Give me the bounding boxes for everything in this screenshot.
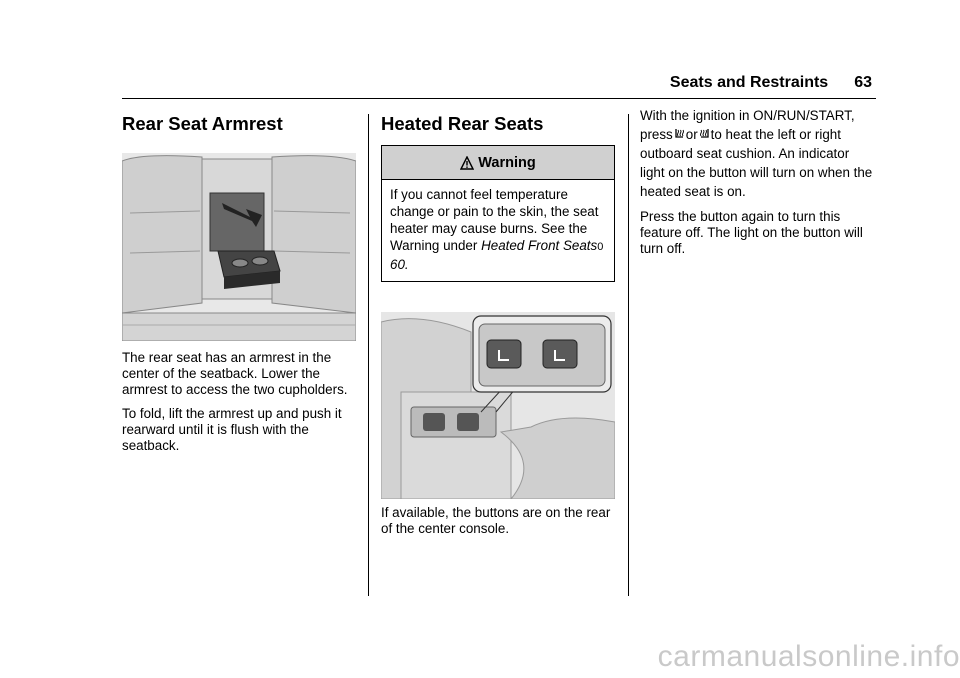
instruction-text-after: to heat the left or right outboard seat cushion. An indicator light on the button will turn on when the heated seat is on.: [640, 127, 873, 199]
section-heading-armrest: Rear Seat Armrest: [122, 113, 283, 134]
warning-box: [381, 145, 615, 282]
page-number: 63: [854, 74, 872, 91]
armrest-illustration: [122, 153, 356, 341]
page-header: [670, 74, 872, 92]
left-heated-seat-icon: [674, 128, 685, 141]
warning-triangle-icon: [460, 156, 474, 170]
armrest-paragraph-2: To fold, lift the armrest up and push it rearward until it is flush with the seatback.: [122, 406, 342, 453]
column-rear-armrest: [122, 108, 356, 462]
instruction-text-before: With the ignition in ON/RUN/START, press: [640, 108, 855, 142]
warning-text: [390, 186, 606, 273]
warning-label: Warning: [478, 154, 536, 171]
instruction-paragraph-1: [640, 106, 876, 201]
armrest-paragraph-1: The rear seat has an armrest in the center of the seatback. Lower the armrest to access the two cupholders.: [122, 350, 348, 397]
console-caption: If available, the buttons are on the rear of the center console.: [381, 505, 611, 536]
instruction-paragraph-2: Press the button again to turn this feature off. The light on the button will turn off.: [640, 209, 863, 256]
section-title: Seats and Restraints: [669, 74, 829, 91]
column-divider-2: [628, 114, 629, 596]
warning-text-main: If you cannot feel temperature change or pain to the skin, the seat heater may cause burns. See the Warning under: [390, 187, 599, 253]
warning-ref-page: 60: [390, 257, 405, 272]
warning-body: [382, 180, 614, 281]
warning-ref-period: .: [404, 257, 409, 272]
watermark: carmanualsonline.info: [657, 640, 960, 673]
warning-header: [382, 146, 614, 180]
right-heated-seat-icon: [699, 128, 710, 141]
column-heated-rear: [381, 108, 615, 545]
warning-ref-link[interactable]: Heated Front Seats: [481, 238, 598, 253]
instruction-text-or: or: [685, 127, 698, 142]
console-buttons-illustration: [381, 312, 615, 499]
column-instructions: [640, 108, 876, 265]
section-heading-heated: Heated Rear Seats: [381, 113, 544, 134]
page-ref-arrow: 0: [597, 241, 604, 253]
column-divider-1: [368, 114, 369, 596]
header-rule: [122, 98, 876, 99]
